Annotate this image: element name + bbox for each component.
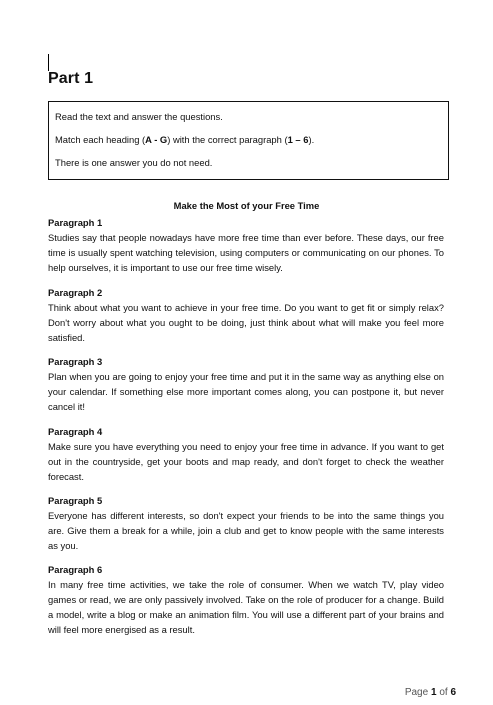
paragraph-4 <box>48 424 444 484</box>
page-number-footer <box>405 687 456 698</box>
instruction-range-paragraphs: 1 – 6 <box>287 134 309 145</box>
paragraph-heading: Paragraph 1 <box>48 217 103 228</box>
instruction-text: ). <box>308 134 315 145</box>
instruction-text: Match each heading ( <box>55 134 146 145</box>
paragraph-text: Everyone has different interests, so don't expect your friends to be into the same things you are. Give them a break for a while, join a club and get to know people with the same interests as you. <box>48 510 444 551</box>
instructions-box <box>48 101 449 180</box>
page-word: Page <box>404 687 429 698</box>
paragraph-heading: Paragraph 5 <box>48 495 103 506</box>
instruction-line-1: Read the text and answer the questions. <box>55 111 223 122</box>
part-title: Part 1 <box>48 70 94 87</box>
of-word: of <box>439 687 448 698</box>
paragraph-2 <box>48 285 444 345</box>
instruction-text: ) with the correct paragraph ( <box>167 134 288 145</box>
paragraph-text: In many free time activities, we take the role of consumer. When we watch TV, play video games or read, we are only passively involved. Take on the role of producer for a change. Build a model, write a blog or make an animation film. You will use a different part of your brains and will feel more energised as a result. <box>48 579 444 635</box>
paragraph-heading: Paragraph 4 <box>48 426 103 437</box>
current-page: 1 <box>430 687 437 698</box>
paragraph-text: Plan when you are going to enjoy your free time and put it in the same way as anything else on your calendar. If something else more important comes along, you can postpone it, but never cancel it! <box>48 371 444 412</box>
paragraph-text: Studies say that people nowadays have more free time than ever before. These days, our free time is usually spent watching television, using computers or communicating on our phones. To help ourselves, it is important to use our free time wisely. <box>48 232 444 273</box>
text-cursor <box>48 54 49 71</box>
total-pages: 6 <box>450 687 456 698</box>
instruction-line-3: There is one answer you do not need. <box>55 157 213 168</box>
paragraph-heading: Paragraph 6 <box>48 564 103 575</box>
paragraph-5 <box>48 493 444 553</box>
paragraph-heading: Paragraph 3 <box>48 356 103 367</box>
paragraph-1 <box>48 215 444 275</box>
paragraph-3 <box>48 354 444 414</box>
instruction-line-2 <box>55 134 448 146</box>
paragraph-heading: Paragraph 2 <box>48 287 103 298</box>
paragraph-text: Think about what you want to achieve in your free time. Do you want to get fit or simply relax? Don't worry about what you ought to be doing, just think about what will make you feel more satisfied. <box>48 302 444 343</box>
paragraph-text: Make sure you have everything you need to enjoy your free time in advance. If you want to get out in the countryside, get your boots and map ready, and don't forget to check the weather forecast. <box>48 441 444 482</box>
document-title: Make the Most of your Free Time <box>173 200 320 211</box>
instruction-range-headings: A - G <box>145 134 168 145</box>
paragraph-6 <box>48 562 444 637</box>
